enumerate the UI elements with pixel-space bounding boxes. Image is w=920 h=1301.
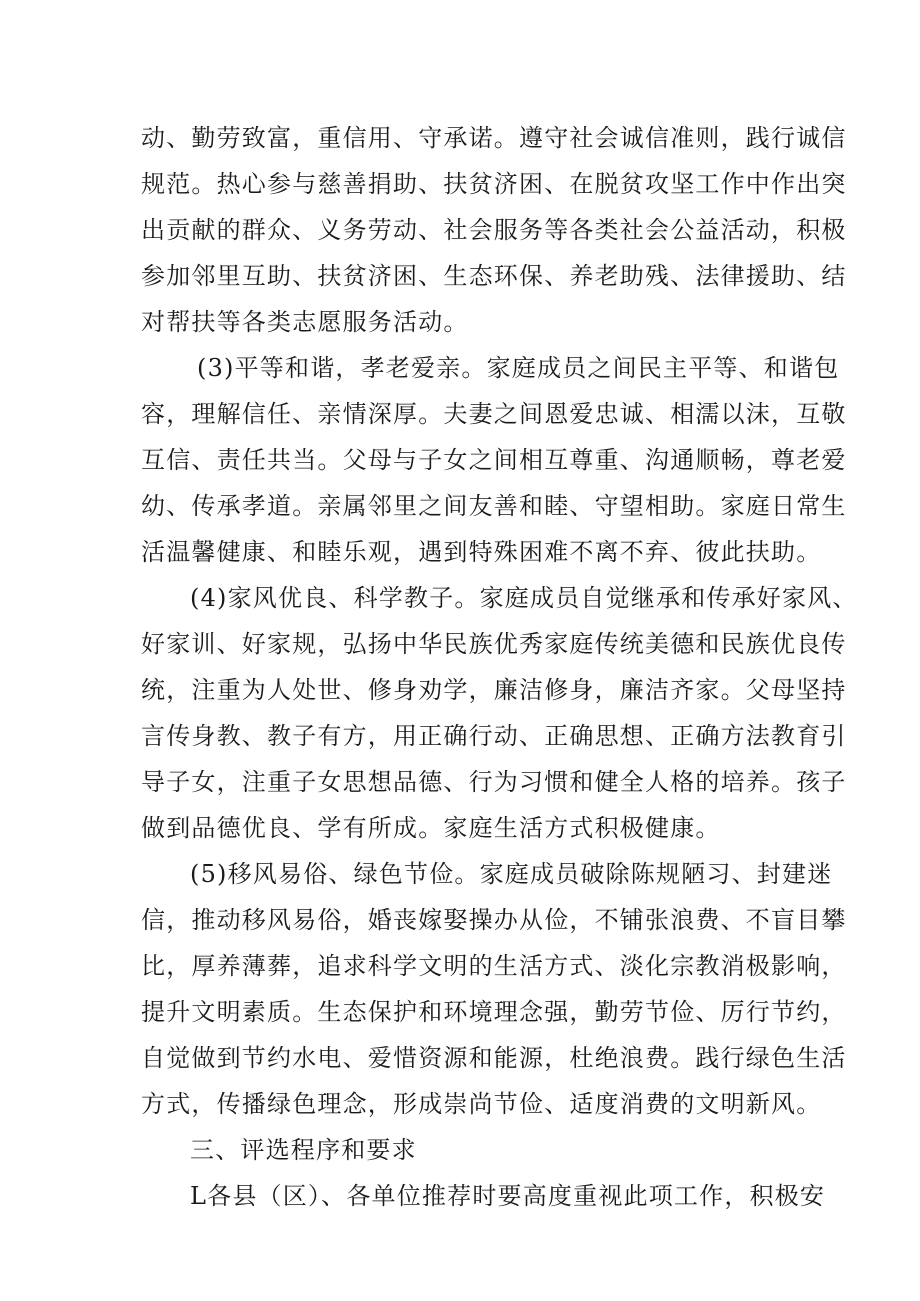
text-line: 容，理解信任、亲情深厚。夫妻之间恩爱忠诚、相濡以沫，互敬 — [141, 400, 847, 428]
text-line: 活温馨健康、和睦乐观，遇到特殊困难不离不弃、彼此扶助。 — [141, 538, 822, 566]
text-line: 做到品德优良、学有所成。家庭生活方式积极健康。 — [141, 814, 721, 842]
text-line: 言传身教、教子有方，用正确行动、正确思想、正确方法教育引 — [141, 722, 847, 750]
text-line: 规范。热心参与慈善捐助、扶贫济困、在脱贫攻坚工作中作出突 — [141, 170, 847, 198]
text-line: 自觉做到节约水电、爱惜资源和能源，杜绝浪费。践行绿色生活 — [141, 1044, 847, 1072]
section-first-line: L各县（区）、各单位推荐时要高度重视此项工作，积极安 — [190, 1182, 826, 1210]
text-line: 出贡献的群众、义务劳动、社会服务等各类社会公益活动，积极 — [141, 216, 847, 244]
paragraph-5-first-line: (5)移风易俗、绿色节俭。家庭成员破除陈规陋习、封建迷 — [190, 860, 833, 888]
paragraph-3-first-line: (3)平等和谐，孝老爱亲。家庭成员之间民主平等、和谐包 — [197, 354, 840, 382]
paragraph-4-first-line: (4)家风优良、科学教子。家庭成员自觉继承和传承好家风、 — [190, 584, 858, 612]
text-line: 方式，传播绿色理念，形成崇尚节俭、适度消费的文明新风。 — [141, 1090, 822, 1118]
text-line: 比，厚养薄葬，追求科学文明的生活方式、淡化宗教消极影响， — [141, 952, 847, 980]
text-line: 对帮扶等各类志愿服务活动。 — [141, 308, 469, 336]
section-heading: 三、评选程序和要求 — [190, 1136, 417, 1164]
text-line: 提升文明素质。生态保护和环境理念强，勤劳节俭、厉行节约， — [141, 998, 847, 1026]
text-line: 统，注重为人处世、修身劝学，廉洁修身，廉洁齐家。父母坚持 — [141, 676, 847, 704]
text-line: 参加邻里互助、扶贫济困、生态环保、养老助残、法律援助、结 — [141, 262, 847, 290]
text-line: 好家训、好家规，弘扬中华民族优秀家庭传统美德和民族优良传 — [141, 630, 847, 658]
text-line: 动、勤劳致富，重信用、守承诺。遵守社会诚信准则，践行诚信 — [141, 124, 847, 152]
text-line: 信，推动移风易俗，婚丧嫁娶操办从俭，不铺张浪费、不盲目攀 — [141, 906, 847, 934]
text-line: 导子女，注重子女思想品德、行为习惯和健全人格的培养。孩子 — [141, 768, 847, 796]
text-line: 互信、责任共当。父母与子女之间相互尊重、沟通顺畅，尊老爱 — [141, 446, 847, 474]
text-line: 幼、传承孝道。亲属邻里之间友善和睦、守望相助。家庭日常生 — [141, 492, 847, 520]
